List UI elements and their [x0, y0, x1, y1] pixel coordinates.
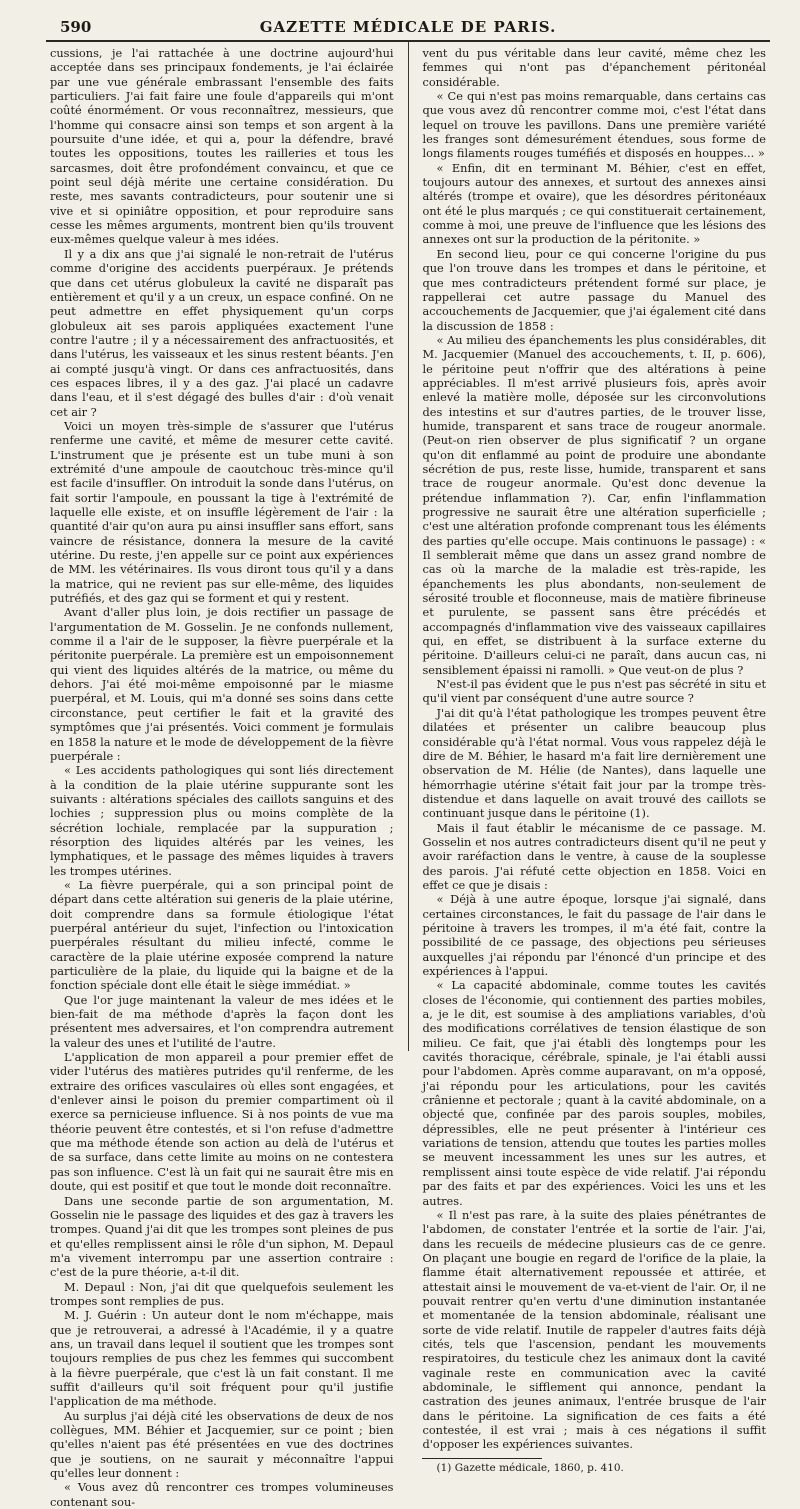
- paragraph: « Enfin, dit en terminant M. Béhier, c'est en effet, toujours autour des annexes, et surtout des annexes ainsi altérés (trompe et ovaire), que les désordres péritonéaux ont été le plus marqués ; ce qui constituerait certainement, comme à moi, une preuve de l'influence que les lésions des annexes ont sur la production de la péritonite. »: [422, 160, 766, 247]
- journal-title: GAZETTE MÉDICALE DE PARIS.: [259, 18, 557, 36]
- paragraph: « Les accidents pathologiques qui sont liés directement à la condition de la plaie utérine suppurante sont les suivants : altérations spéciales des caillots sanguins et des lochies ; suppression plus ou moins complète de la sécrétion lochiale, remplacée par la suppuration ; résorption des liquides altérés par les veines, les lymphatiques, et le passage des mêmes liquides à travers les trompes utérines.: [50, 763, 394, 878]
- paragraph: N'est-il pas évident que le pus n'est pas sécrété in situ et qu'il vient par conséquent d'une autre source ?: [422, 677, 766, 706]
- paragraph: cussions, je l'ai rattachée à une doctrine aujourd'hui acceptée dans ses principaux fondements, je l'ai éclairée par une vue générale embrassant l'ensemble des faits particuliers. J'ai fait faire une foule d'appareils qui m'ont coûté énormément. Or vous reconnaîtrez, messieurs, que l'homme qui consacre ainsi son temps et son argent à la poursuite d'une idée, et qui a, pour la défendre, bravé toutes les oppositions, toutes les railleries et tous les sarcasmes, doit être profondément convaincu, et que ce point seul déjà mérite une certaine considération. Du reste, mes savants contradicteurs, pour soutenir une si vive et si opiniâtre opposition, et pour reproduire sans cesse les mêmes arguments, montrent bien qu'ils trouvent eux-mêmes quelque valeur à mes idées.: [50, 46, 394, 247]
- text-columns: [46, 42, 770, 1509]
- paragraph: « Vous avez dû rencontrer ces trompes volumineuses contenant sou-: [50, 1480, 394, 1509]
- paragraph: Que l'or juge maintenant la valeur de mes idées et le bien-fait de ma méthode d'après la façon dont les présentent mes adversaires, et l'on comprendra autrement la valeur des unes et l'utilité de l'autre.: [50, 992, 394, 1050]
- page-header: [46, 14, 770, 42]
- paragraph: En second lieu, pour ce qui concerne l'origine du pus que l'on trouve dans les trompes et dans le péritoine, et que mes contradicteurs prétendent formé sur place, je rappellerai cet autre passage du Manuel des accouchements de Jacquemier, que j'ai également cité dans la discussion de 1858 :: [422, 246, 766, 333]
- right-column: [418, 42, 770, 1474]
- paragraph: « Déjà à une autre époque, lorsque j'ai signalé, dans certaines circonstances, le fait du passage de l'air dans le péritoine à travers les trompes, il m'a été fait, contre la possibilité de ce passage, des objections peu sérieuses auxquelles j'ai répondu par l'énoncé d'un principe et des expériences à l'appui.: [422, 892, 766, 978]
- paragraph: M. Depaul : Non, j'ai dit que quelquefois seulement les trompes sont remplies de pus.: [50, 1279, 394, 1308]
- paragraph: vent du pus véritable dans leur cavité, même chez les femmes qui n'ont pas d'épanchement péritonéal considérable.: [422, 46, 766, 89]
- paragraph: « Il n'est pas rare, à la suite des plaies pénétrantes de l'abdomen, de constater l'entrée et la sortie de l'air. J'ai, dans les recueils de médecine plusieurs cas de ce genre. On plaçant une bougie en regard de l'orifice de la plaie, la flamme était alternativement repoussée et attirée, et attestait ainsi le mouvement de va-et-vient de l'air. Or, il ne pouvait rentrer qu'en vertu d'une diminution instantanée et momentanée de la tension abdominale, réalisant une sorte de vide relatif. Inutile de rappeler d'autres faits déjà cités, tels que l'ascension, pendant les mouvements respiratoires, du testicule chez les animaux dont la cavité vaginale reste en communication avec la cavité abdominale, le sifflement qui annonce, pendant la castration des jeunes animaux, l'entrée brusque de l'air dans le péritoine. La signification de ces faits a été contestée, il est vrai ; mais à ces négations il suffit d'opposer les expériences suivantes.: [422, 1207, 766, 1452]
- footnote-divider: [422, 1458, 542, 1459]
- paragraph: Il y a dix ans que j'ai signalé le non-retrait de l'utérus comme d'origine des accidents puerpéraux. Je prétends que dans cet utérus globuleux la cavité ne disparaît pas entièrement et qu'il y a un creux, un espace confiné. On ne peut admettre en effet physiquement qu'un corps globuleux ait ses parois appliquées exactement l'une contre l'autre ; il y a nécessairement des anfractuosités, et dans l'utérus, les vaisseaux et les sinus restent béants. J'en ai compté jusqu'à vingt. Or dans ces anfractuosités, dans ces espaces libres, il y a des gaz. J'ai placé un cadavre dans l'eau, et il s'est dégagé des bulles d'air : d'où venait cet air ?: [50, 246, 394, 419]
- paragraph: « La capacité abdominale, comme toutes les cavités closes de l'économie, qui contiennent des parties mobiles, a, je le dit, est soumise à des ampliations variables, d'où des modifications corrélatives de tension élastique de son milieu. Ce fait, que j'ai établi dès longtemps pour les cavités thoracique, cérébrale, spinale, je l'ai établi aussi pour l'abdomen. Après comme auparavant, on m'a opposé, j'ai répondu pour les articulations, pour les cavités crânienne et pectorale ; quant à la cavité abdominale, on a objecté que, confinée par des parois souples, mobiles, dépressibles, elle ne peut présenter à l'intérieur ces variations de tension, attendu que toutes les parties molles se meuvent incessamment les unes sur les autres, et remplissent ainsi toute espèce de vide relatif. J'ai répondu par des faits et par des expériences. Voici les uns et les autres.: [422, 978, 766, 1208]
- paragraph: Dans une seconde partie de son argumentation, M. Gosselin nie le passage des liquides et des gaz à travers les trompes. Quand j'ai dit que les trompes sont pleines de pus et qu'elles remplissent ainsi le rôle d'un siphon, M. Depaul m'a vivement interrompu par une assertion contraire : c'est de la pure théorie, a-t-il dit.: [50, 1193, 394, 1280]
- left-column: [46, 42, 398, 1509]
- paragraph: Au surplus j'ai déjà cité les observations de deux de nos collègues, MM. Béhier et Jacquemier, sur ce point ; bien qu'elles n'aient pas été présentées en vue des doctrines que je soutiens, on ne saurait y méconnaître l'appui qu'elles leur donnent :: [50, 1408, 394, 1481]
- paragraph: « Ce qui n'est pas moins remarquable, dans certains cas que vous avez dû rencontrer comme moi, c'est l'état dans lequel on trouve les pavillons. Dans une première variété les franges sont démesurément étendues, sous forme de longs filaments rouges tuméfiés et disposés en houppes... »: [422, 89, 766, 161]
- paragraph: Voici un moyen très-simple de s'assurer que l'utérus renferme une cavité, et même de mesurer cette cavité. L'instrument que je présente est un tube muni à son extrémité d'une ampoule de caoutchouc très-mince qu'il est facile d'insuffler. On introduit la sonde dans l'utérus, on fait sortir l'ampoule, en poussant la tige à l'extrémité de laquelle elle existe, et on insuffle légèrement de l'air : la quantité d'air qu'on aura pu ainsi insuffler sans effort, sans vaincre de résistance, donnera la mesure de la cavité utérine. Du reste, j'en appelle sur ce point aux expériences de MM. les vétérinaires. Ils vous diront tous qu'il y a dans la matrice, qui ne revient pas sur elle-même, des liquides putréfiés, et des gaz qui se forment et qui y restent.: [50, 418, 394, 606]
- paragraph: J'ai dit qu'à l'état pathologique les trompes peuvent être dilatées et présenter un calibre beaucoup plus considérable qu'à l'état normal. Vous vous rappelez déjà le dire de M. Béhier, le hasard m'a fait lire dernièrement une observation de M. Hélie (de Nantes), dans laquelle une hémorrhagie utérine s'était fait jour par la trompe très-distendue et dans laquelle on avait trouvé des caillots se continuant jusque dans le péritoine (1).: [422, 705, 766, 821]
- paragraph: Avant d'aller plus loin, je dois rectifier un passage de l'argumentation de M. Gosselin. Je ne confonds nullement, comme il a l'air de le supposer, la fièvre puerpérale et la péritonite puerpérale. La première est un empoisonnement qui vient des liquides altérés de la matrice, ou même du dehors. J'ai été moi-même empoisonné par le miasme puerpéral, et M. Louis, qui m'a donné ses soins dans cette circonstance, peut certifier le fait et la gravité des symptômes que j'ai présentés. Voici comment je formulais en 1858 la nature et le mode de développement de la fièvre puerpérale :: [50, 605, 394, 763]
- paragraph: « Au milieu des épanchements les plus considérables, dit M. Jacquemier (Manuel des accouchements, t. II, p. 606), le péritoine peut n'offrir que des altérations à peine appréciables. Il m'est arrivé plusieurs fois, après avoir enlevé la matière molle, déposée sur les circonvolutions des intestins et sur d'autres parties, de le trouver lisse, humide, transparent et sans trace de rougeur anormale. (Peut-on rien observer de plus significatif ? un organe qu'on dit enflammé au point de produire une abondante sécrétion de pus, reste lisse, humide, transparent et sans trace de rougeur anormale. Qu'est donc devenue la prétendue inflammation ?). Car, enfin l'inflammation progressive ne saurait être une altération superficielle ; c'est une altération profonde comprenant tous les éléments des parties qu'elle occupe. Mais continuons le passage) : « Il semblerait même que dans un assez grand nombre de cas où la marche de la maladie est très-rapide, les épanchements les plus abondants, non-seulement de sérosité trouble et floconneuse, mais de matière fibrineuse et purulente, se passent sans être précédés et accompagnés d'inflammation vive des vaisseaux capillaires qui, en effet, se distribuent à la surface externe du péritoine. D'ailleurs celui-ci ne paraît, dans aucun cas, ni sensiblement épaissi ni ramolli. » Que veut-on de plus ?: [422, 332, 766, 677]
- paragraph: M. J. Guérin : Un auteur dont le nom m'échappe, mais que je retrouverai, a adressé à l'Académie, il y a quatre ans, un travail dans lequel il soutient que les trompes sont toujours remplies de pus chez les femmes qui succombent à la fièvre puerpérale, que c'est là un fait constant. Il me suffit d'ailleurs qu'il soit fréquent pour qu'il justifie l'application de ma méthode.: [50, 1308, 394, 1409]
- paragraph: « La fièvre puerpérale, qui a son principal point de départ dans cette altération sui generis de la plaie utérine, doit comprendre dans sa formule étiologique l'état puerpéral antérieur du sujet, l'infection ou l'intoxication puerpérales résultant du milieu infecté, comme le caractère de la plaie utérine exposée comprend la nature particulière de la plaie, du liquide qui la baigne et de la fonction spéciale dont elle était le siège immédiat. »: [50, 877, 394, 993]
- paragraph: L'application de mon appareil a pour premier effet de vider l'utérus des matières putrides qu'il renferme, de les extraire des orifices vasculaires où elles sont engagées, et d'enlever ainsi le poison du premier compartiment où il exerce sa pernicieuse influence. Si à nos points de vue ma théorie peuvent être contestés, et si l'on refuse d'admettre que ma méthode étende son action au delà de l'utérus et de sa surface, dans cette limite au moins on ne contestera pas son influence. C'est là un fait qui ne saurait être mis en doute, qui est positif et que tout le monde doit reconnaître.: [50, 1050, 394, 1194]
- page-number: 590: [60, 18, 92, 36]
- footnote: (1) Gazette médicale, 1860, p. 410.: [436, 1461, 624, 1474]
- paragraph: Mais il faut établir le mécanisme de ce passage. M. Gosselin et nos autres contradicteurs disent qu'il ne peut y avoir raréfaction dans le ventre, à cause de la souplesse des parois. J'ai réfuté cette objection en 1858. Voici en effet ce que je disais :: [422, 820, 766, 892]
- column-divider: [408, 42, 409, 1051]
